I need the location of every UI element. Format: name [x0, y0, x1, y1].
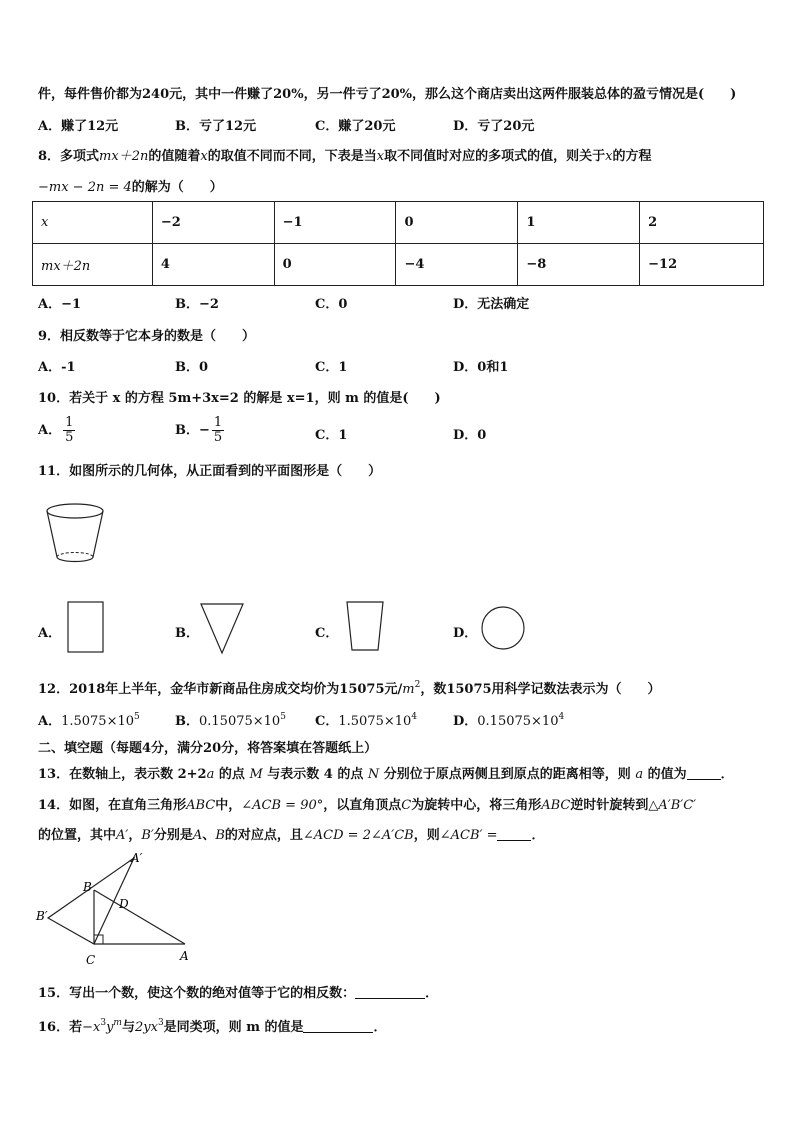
- q16-text: [38, 1016, 387, 1035]
- q8-text-line1: [38, 145, 651, 164]
- q11-option-a[interactable]: A．: [38, 626, 62, 641]
- q13-part-d: 分别位于原点两侧且到原点的距离相等，则: [379, 767, 636, 782]
- q12-part-b: ，数15075用科学记数法表示为（ ）: [420, 682, 661, 697]
- q8-part-b: 的值随着: [148, 149, 201, 164]
- q8-part-c: 的取值不同而不同，下表是当: [207, 149, 377, 164]
- q14-text-line2: [38, 824, 545, 843]
- q8-expr: mx＋2n: [99, 149, 149, 164]
- q8-var-x3: x: [605, 149, 613, 164]
- q9-option-a[interactable]: A．-1: [38, 360, 76, 375]
- option-exponent: 4: [411, 712, 418, 722]
- q13-point-n: N: [367, 767, 380, 782]
- option-label: D．: [453, 714, 478, 729]
- q14-point-b: B: [215, 828, 225, 843]
- q15-text: [38, 982, 438, 1001]
- q8-part-d: 取不同值时对应的多项式的值，则关于: [384, 149, 606, 164]
- q10-option-b[interactable]: [175, 416, 224, 445]
- label-d: D: [119, 897, 129, 911]
- table-cell: 0: [396, 202, 518, 244]
- q16-term2-exp: 3: [157, 1018, 164, 1028]
- q16-part-a: 16．若: [38, 1020, 83, 1035]
- q14-rotation-figure: [30, 848, 200, 973]
- q13-part-c: 与表示数 4 的点: [262, 767, 368, 782]
- table-row: [33, 244, 764, 286]
- q14-l2-e: 的对应点，且: [224, 828, 303, 843]
- q14-l2-d: 、: [202, 828, 216, 843]
- q8-value-table: [32, 201, 764, 286]
- table-cell: −12: [640, 244, 764, 286]
- table-cell: −8: [518, 244, 640, 286]
- q12-option-d[interactable]: [453, 710, 564, 729]
- label-b: B: [83, 880, 92, 894]
- q14-angle-acb: ∠ACB = 90°: [241, 798, 324, 813]
- q8-var-x2: x: [376, 149, 385, 164]
- q14-answer-blank[interactable]: [497, 828, 531, 841]
- q10-option-a-label: A．: [38, 423, 62, 438]
- q13-part-a: 13．在数轴上，表示数 2+2: [38, 767, 207, 782]
- option-b-triangle-shape: [196, 602, 248, 656]
- q11-option-c[interactable]: C．: [315, 626, 339, 641]
- q13-answer-blank[interactable]: [687, 767, 721, 780]
- fraction-denominator: 5: [65, 430, 74, 445]
- fraction-numerator: 1: [213, 415, 223, 430]
- q14-text-line1: [38, 794, 696, 813]
- q14-triangle-rotated: △A′B′C′: [648, 798, 697, 813]
- q10-option-c[interactable]: C．1: [315, 428, 348, 443]
- q14-point-c: C: [401, 798, 412, 813]
- q10-fraction-b: [212, 416, 224, 445]
- q9-text: 9．相反数等于它本身的数是（ ）: [38, 329, 256, 344]
- q14-l1-d: 为旋转中心，将三角形: [411, 798, 542, 813]
- q14-l2-b: ，: [128, 828, 142, 843]
- option-a-rectangle-shape: [60, 600, 110, 656]
- q16-term2: 2yx: [134, 1020, 158, 1035]
- fraction-denominator: 5: [213, 430, 223, 445]
- q12-unit: m: [402, 682, 415, 697]
- q10-option-d[interactable]: D．0: [453, 428, 487, 443]
- q13-point-m: M: [249, 767, 263, 782]
- q14-l2-a: 的位置，其中: [38, 828, 117, 843]
- q7-option-b[interactable]: B．亏了12元: [175, 119, 257, 134]
- table-cell: 1: [518, 202, 640, 244]
- q8-option-d[interactable]: D．无法确定: [453, 297, 530, 312]
- q13-var-a2: a: [635, 767, 644, 782]
- q14-l1-c: ，以直角顶点: [323, 798, 402, 813]
- q8-var-x: x: [200, 149, 208, 164]
- q14-l2-c: 分别是: [153, 828, 193, 843]
- q10-options: [38, 416, 758, 452]
- q14-angle-equation: ∠ACD = 2∠A′CB: [302, 828, 414, 843]
- q14-l1-b: 中，: [215, 798, 242, 813]
- section-title-fill-in: 二、填空题（每题4分，满分20分，将答案填在答题纸上）: [38, 741, 378, 756]
- q8-option-c[interactable]: C．0: [315, 297, 348, 312]
- option-value: 0.15075×10: [477, 714, 559, 729]
- q10-option-a[interactable]: [38, 416, 75, 445]
- cup-solid-figure: [40, 495, 110, 567]
- q11-option-b[interactable]: B．: [175, 626, 199, 641]
- q9-option-c[interactable]: C．1: [315, 360, 348, 375]
- table-cell: 4: [152, 244, 274, 286]
- q8-option-a[interactable]: A．−1: [38, 297, 82, 312]
- q10-fraction-a: [63, 416, 75, 445]
- q12-option-b[interactable]: [175, 710, 286, 729]
- label-b-prime: B′: [36, 909, 48, 923]
- option-d-circle-shape: [478, 604, 528, 654]
- q11-option-d[interactable]: D．: [453, 626, 478, 641]
- q15-end: ．: [425, 986, 439, 1001]
- q16-term1-m: m: [113, 1018, 122, 1028]
- q11-text: 11．如图所示的几何体，从正面看到的平面图形是（ ）: [38, 464, 382, 479]
- q8-equation: −mx − 2n = 4: [38, 180, 132, 195]
- q16-answer-blank[interactable]: [303, 1020, 373, 1033]
- option-value: 1.5075×10: [338, 714, 412, 729]
- q14-l1-a: 14．如图，在直角三角形: [38, 798, 187, 813]
- q13-text: [38, 763, 734, 782]
- option-label: B．: [175, 714, 199, 729]
- table-cell: −2: [152, 202, 274, 244]
- q14-angle-question: ∠ACB′ =: [439, 828, 498, 843]
- q7-option-d[interactable]: D．亏了20元: [453, 119, 535, 134]
- q14-end: ．: [531, 828, 545, 843]
- q9-option-d[interactable]: D．0和1: [453, 360, 509, 375]
- q7-options: [38, 115, 758, 135]
- option-value: 1.5075×10: [61, 714, 135, 729]
- q15-answer-blank[interactable]: [355, 986, 425, 999]
- option-value: 0.15075×10: [199, 714, 281, 729]
- q14-triangle-abc: ABC: [186, 798, 216, 813]
- q14-l1-e: 逆时针旋转到: [570, 798, 649, 813]
- q13-part-e: 的值为: [643, 767, 687, 782]
- option-label: A．: [38, 714, 62, 729]
- q8-prefix: 8．多项式: [38, 149, 100, 164]
- q7-text: 件，每件售价都为240元，其中一件赚了20%，另一件亏了20%，那么这个商店卖出这两件服装总体的盈亏情况是( ): [38, 87, 737, 102]
- q12-part-a: 12．2018年上半年，金华市新商品住房成交均价为15075元/: [38, 682, 403, 697]
- q14-triangle-abc2: ABC: [541, 798, 571, 813]
- q14-point-a1: A′: [116, 828, 129, 843]
- q14-l2-f: ，则: [413, 828, 440, 843]
- q16-part-b: 与: [121, 1020, 135, 1035]
- q12-unit-exponent: 2: [414, 680, 421, 690]
- q7-option-c[interactable]: C．赚了20元: [315, 119, 396, 134]
- table-cell: 2: [640, 202, 764, 244]
- option-label: C．: [315, 714, 339, 729]
- q13-var-a: a: [206, 767, 215, 782]
- q16-end: ．: [373, 1020, 387, 1035]
- q13-part-b: 的点: [214, 767, 250, 782]
- q8-options: [38, 293, 758, 313]
- q10-option-b-label: B．−: [175, 423, 210, 438]
- table-row: [33, 202, 764, 244]
- q12-option-c[interactable]: [315, 710, 417, 729]
- q14-point-b1: B′: [141, 828, 154, 843]
- q15-question: 15．写出一个数，使这个数的绝对值等于它的相反数：: [38, 986, 356, 1001]
- q16-part-c: 是同类项，则 m 的值是: [163, 1020, 304, 1035]
- option-exponent: 5: [134, 712, 140, 722]
- q16-term1-y: y: [106, 1020, 114, 1035]
- q8-option-b[interactable]: B．−2: [175, 297, 219, 312]
- label-a-prime: A′: [131, 851, 143, 865]
- table-cell: −1: [274, 202, 396, 244]
- option-c-trapezoid-shape: [342, 600, 388, 654]
- table-cell: −4: [396, 244, 518, 286]
- q9-options: [38, 356, 758, 376]
- q8-tail: 的解为（ ）: [131, 180, 223, 195]
- q7-option-a[interactable]: A．赚了12元: [38, 119, 119, 134]
- table-header-x: x: [33, 202, 153, 244]
- q9-option-b[interactable]: B．0: [175, 360, 209, 375]
- q12-option-a[interactable]: [38, 710, 140, 729]
- label-a: A: [180, 949, 189, 963]
- q14-point-a: A: [192, 828, 203, 843]
- q12-options: [38, 710, 758, 730]
- table-cell: 0: [274, 244, 396, 286]
- option-exponent: 4: [558, 712, 565, 722]
- option-exponent: 5: [280, 712, 286, 722]
- q11-options: [38, 622, 758, 642]
- q10-text: 10．若关于 x 的方程 5m+3x=2 的解是 x=1，则 m 的值是( ): [38, 391, 441, 406]
- label-c: C: [86, 953, 96, 967]
- table-header-expr: mx＋2n: [33, 244, 153, 286]
- q8-part-e: 的方程: [612, 149, 652, 164]
- q8-text-line2: [38, 176, 223, 195]
- q16-term1-exp: 3: [100, 1018, 107, 1028]
- fraction-numerator: 1: [65, 415, 74, 430]
- q13-end: ．: [720, 767, 734, 782]
- q12-text: [38, 678, 661, 697]
- q16-term1: −x: [82, 1020, 101, 1035]
